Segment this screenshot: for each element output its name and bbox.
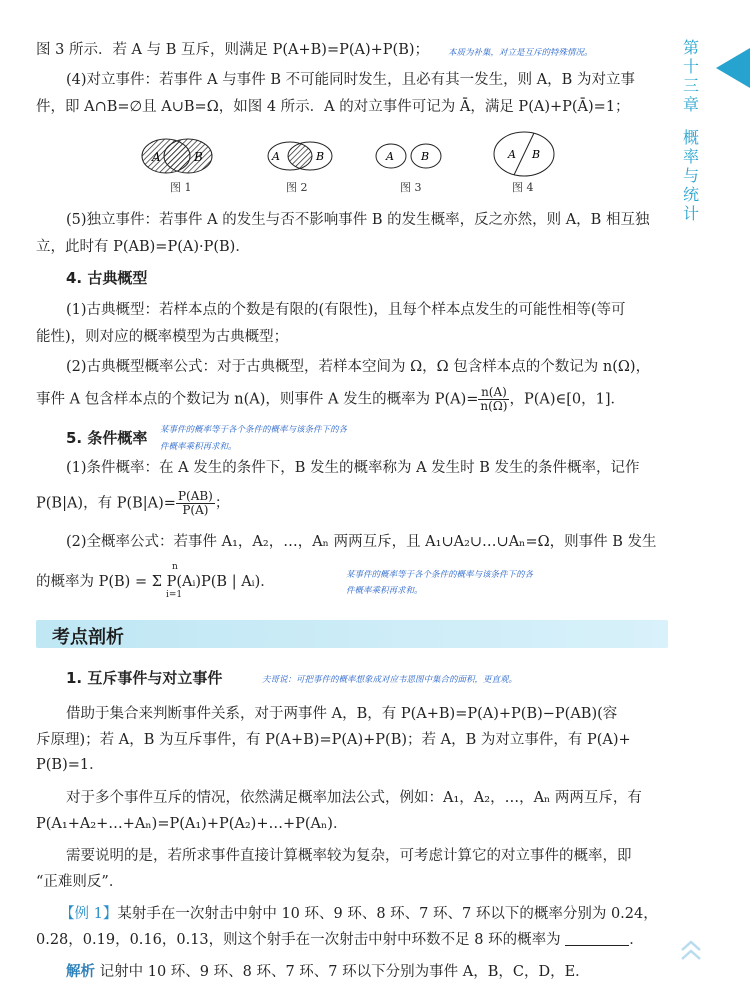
text-span: 0.28，0.19，0.16，0.13，则这个射手在一次射击中射中环数不足 8 环的概率为 xyxy=(36,932,561,948)
handwritten-note: 件概率乘积再求和。 xyxy=(346,586,423,596)
chapter-char: 十 xyxy=(682,57,699,76)
fraction-numerator: P(AB) xyxy=(177,489,213,503)
example-line xyxy=(36,930,644,950)
figure-caption: 图 4 xyxy=(512,181,534,194)
scroll-up-chevron-icon xyxy=(678,938,704,964)
set-label: B xyxy=(532,148,541,161)
text-line: 立，此时有 P(AB)=P(A)·P(B)． xyxy=(36,239,250,255)
sum-lower-limit: i=1 xyxy=(166,590,183,600)
text-line: “正难则反”． xyxy=(36,874,124,890)
fraction-denominator: P(A) xyxy=(182,503,209,517)
chapter-char: 章 xyxy=(682,95,699,114)
fraction xyxy=(176,490,215,517)
text-line: (2)古典概型概率公式：对于古典概型，若样本空间为 Ω，Ω 包含样本点的个数记为 n(Ω)， xyxy=(66,359,651,375)
banner-title: 考点剖析 xyxy=(52,627,124,648)
solution-tag: 解析 xyxy=(66,963,95,980)
text-line: (2)全概率公式：若事件 A₁，A₂，…，Aₙ 两两互斥，且 A₁∪A₂∪…∪Aₙ=Ω，则事件 B 发生 xyxy=(66,534,657,550)
chapter-char: 三 xyxy=(682,76,699,95)
set-label: B xyxy=(194,150,203,164)
handwritten-note: 件概率乘积再求和。 xyxy=(160,442,237,452)
text-line: P(A₁+A₂+…+Aₙ)=P(A₁)+P(A₂)+…+P(Aₙ)． xyxy=(36,816,348,832)
set-label: A xyxy=(386,150,394,163)
text-span: 某射手在一次射击中射中 10 环、9 环、8 环、7 环、7 环以下的概率分别为 0.24， xyxy=(117,906,658,922)
fraction-numerator: n(A) xyxy=(478,386,509,400)
fraction-denominator: n(Ω) xyxy=(480,399,508,413)
venn-figure-4 xyxy=(494,132,554,176)
text-line: 对于多个事件互斥的情况，依然满足概率加法公式，例如：A₁，A₂，…，Aₙ 两两互斥，有 xyxy=(66,790,642,806)
chapter-title-char: 与 xyxy=(682,166,699,185)
chapter-title-char: 率 xyxy=(682,147,699,166)
handwritten-note: 本质为补集，对立是互斥的特殊情况。 xyxy=(448,48,593,58)
set-label: B xyxy=(316,150,325,163)
text-line: 需要说明的是，若所求事件直接计算概率较为复杂，可考虑计算它的对立事件的概率，即 xyxy=(66,848,632,864)
section-heading: 1. 互斥事件与对立事件 xyxy=(66,669,223,687)
fraction xyxy=(478,386,509,413)
text-span: ． xyxy=(629,932,644,948)
text-span: P(B|A)，有 P(B|A)= xyxy=(36,495,176,512)
formula-line xyxy=(36,490,229,517)
chapter-title-char: 概 xyxy=(682,128,699,147)
text-line: 件，即 A∩B=∅且 A∪B=Ω，如图 4 所示．A 的对立事件可记为 Ā，满足 P(A)+P(Ā)=1； xyxy=(36,99,630,115)
handwritten-note: 某事件的概率等于各个条件的概率与该条件下的各 xyxy=(346,570,534,580)
handwritten-note: 夫哥说：可把事件的概率想象成对应韦恩图中集合的面积，更直观。 xyxy=(262,675,518,685)
handwritten-note: 某事件的概率等于各个条件的概率与该条件下的各 xyxy=(160,425,348,435)
text-line: 图 3 所示．若 A 与 B 互斥，则满足 P(A+B)=P(A)+P(B)； xyxy=(36,42,430,58)
text-line: 的概率为 P(B) = Σ P(Aᵢ)P(B | Aᵢ)． xyxy=(36,574,275,590)
sum-upper-limit: n xyxy=(172,562,178,572)
text-span: ； xyxy=(214,495,230,512)
figure-caption: 图 2 xyxy=(286,181,308,194)
example-tag: 【例 1】 xyxy=(60,906,118,922)
venn-figure-3 xyxy=(376,144,441,168)
section-heading: 5. 条件概率 xyxy=(66,429,148,447)
text-line: (5)独立事件：若事件 A 的发生与否不影响事件 B 的发生概率，反之亦然，则 A，B 相互独 xyxy=(66,212,650,228)
set-label: A xyxy=(272,150,280,163)
text-line: (1)条件概率：在 A 发生的条件下，B 发生的概率称为 A 发生时 B 发生的条件概率，记作 xyxy=(66,460,640,476)
text-line: P(B)=1． xyxy=(36,757,104,773)
venn-figure-2 xyxy=(268,142,332,170)
figure-caption: 图 3 xyxy=(400,181,422,194)
set-label: A xyxy=(152,150,161,164)
figure-caption: 图 1 xyxy=(170,181,192,194)
set-label: B xyxy=(421,150,430,163)
chapter-char: 第 xyxy=(682,38,699,57)
example-line xyxy=(60,904,658,924)
text-line: (1)古典概型：若样本点的个数是有限的(有限性)，且每个样本点发生的可能性相等(等可 xyxy=(66,302,626,318)
venn-figure-1 xyxy=(142,139,212,173)
chapter-sidebar xyxy=(676,38,706,223)
chapter-title-char: 统 xyxy=(682,185,699,204)
solution-line xyxy=(66,962,590,982)
text-line: 能性)，则对应的概率模型为古典概型； xyxy=(36,329,289,345)
text-line: 借助于集合来判断事件关系，对于两事件 A，B，有 P(A+B)=P(A)+P(B)−P(AB)(容 xyxy=(66,706,618,722)
page-tab-arrow-icon xyxy=(712,48,750,88)
set-label: A xyxy=(508,148,516,161)
text-span: 记射中 10 环、9 环、8 环、7 环、7 环以下分别为事件 A，B，C，D，E． xyxy=(99,964,590,980)
chapter-title-char: 计 xyxy=(682,204,699,223)
text-line: (4)对立事件：若事件 A 与事件 B 不可能同时发生，且必有其一发生，则 A，B 为对立事 xyxy=(66,72,635,88)
text-line: 斥原理)；若 A，B 为互斥事件，有 P(A+B)=P(A)+P(B)；若 A，B 为对立事件，有 P(A)+ xyxy=(36,732,631,748)
text-span: 事件 A 包含样本点的个数记为 n(A)，则事件 A 发生的概率为 P(A)= xyxy=(36,391,479,408)
text-span: ，P(A)∈[0，1]． xyxy=(509,391,626,408)
section-heading: 4. 古典概型 xyxy=(66,269,148,287)
formula-line xyxy=(36,386,625,413)
section-banner xyxy=(36,620,668,648)
answer-blank xyxy=(565,931,629,946)
